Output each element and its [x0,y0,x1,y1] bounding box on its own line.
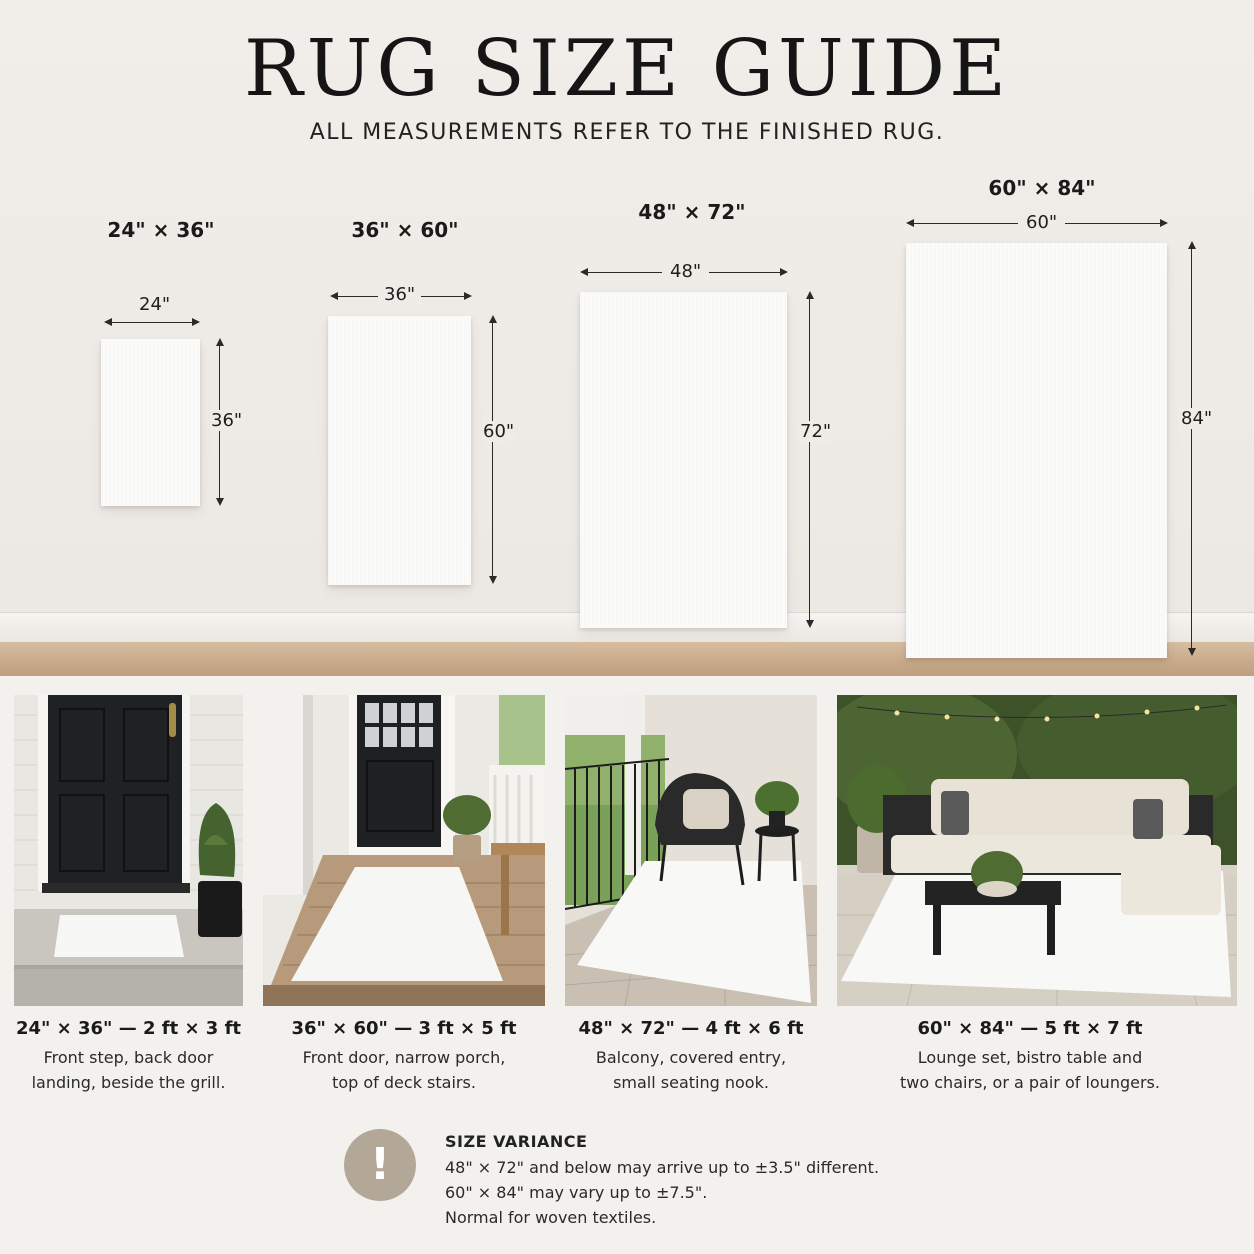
exclamation-icon: ! [344,1129,416,1201]
notice-line: 48" × 72" and below may arrive up to ±3.5" different. [445,1158,880,1177]
arrow-left-icon [330,292,338,300]
caption-desc-line: landing, beside the grill. [31,1073,226,1092]
arrow-right-icon [192,318,200,326]
caption-desc-line: Front step, back door [43,1048,214,1067]
arrow-down-icon [489,576,497,584]
length-label-36: 36" [211,410,243,431]
size-label-48x72: 48" × 72" [638,200,746,224]
length-arrow-line [1191,245,1192,653]
page-title: RUG SIZE GUIDE [243,24,1011,114]
length-arrow-line [809,295,810,625]
size-label-36x60: 36" × 60" [351,218,459,242]
arrow-down-icon [806,620,814,628]
caption-desc-line: two chairs, or a pair of loungers. [900,1073,1160,1092]
size-label-24x36: 24" × 36" [107,218,215,242]
rug-60x84 [906,243,1167,658]
width-label-24: 24" [139,294,171,315]
arrow-right-icon [464,292,472,300]
page-subtitle: ALL MEASUREMENTS REFER TO THE FINISHED RUG. [309,120,945,145]
caption-desc-line: top of deck stairs. [332,1073,476,1092]
arrow-up-icon [489,315,497,323]
rug-48x72 [580,292,787,628]
length-label-72: 72" [800,421,832,442]
photo-front-door-porch [263,695,545,1006]
notice-line: 60" × 84" may vary up to ±7.5". [445,1183,708,1202]
arrow-up-icon [216,338,224,346]
caption-desc-line: Balcony, covered entry, [595,1048,787,1067]
photo-patio-lounge [837,695,1237,1006]
photo-balcony [565,695,817,1006]
arrow-up-icon [806,291,814,299]
caption-desc-line: Lounge set, bistro table and [917,1048,1143,1067]
rug-36x60 [328,316,471,585]
rug-24x36 [101,339,200,506]
size-label-60x84: 60" × 84" [988,176,1096,200]
caption-desc-line: Front door, narrow porch, [302,1048,506,1067]
length-label-84: 84" [1181,408,1213,429]
width-label-48: 48" [662,261,709,282]
arrow-left-icon [580,268,588,276]
arrow-down-icon [1188,648,1196,656]
caption-title-36x60: 36" × 60" — 3 ft × 5 ft [291,1018,517,1039]
arrow-left-icon [104,318,112,326]
width-arrow-line [108,322,198,323]
notice-line: Normal for woven textiles. [445,1208,657,1227]
length-arrow-line [492,319,493,581]
notice-title: SIZE VARIANCE [445,1132,588,1151]
arrow-left-icon [906,219,914,227]
arrow-right-icon [1160,219,1168,227]
caption-title-48x72: 48" × 72" — 4 ft × 6 ft [578,1018,804,1039]
caption-title-24x36: 24" × 36" — 2 ft × 3 ft [15,1018,242,1039]
arrow-right-icon [780,268,788,276]
arrow-down-icon [216,498,224,506]
caption-title-60x84: 60" × 84" — 5 ft × 7 ft [917,1018,1143,1039]
caption-desc-line: small seating nook. [613,1073,769,1092]
arrow-up-icon [1188,241,1196,249]
width-label-60: 60" [1018,212,1065,233]
length-label-60: 60" [483,421,515,442]
photo-front-step [14,695,243,1006]
width-label-36: 36" [378,284,421,305]
